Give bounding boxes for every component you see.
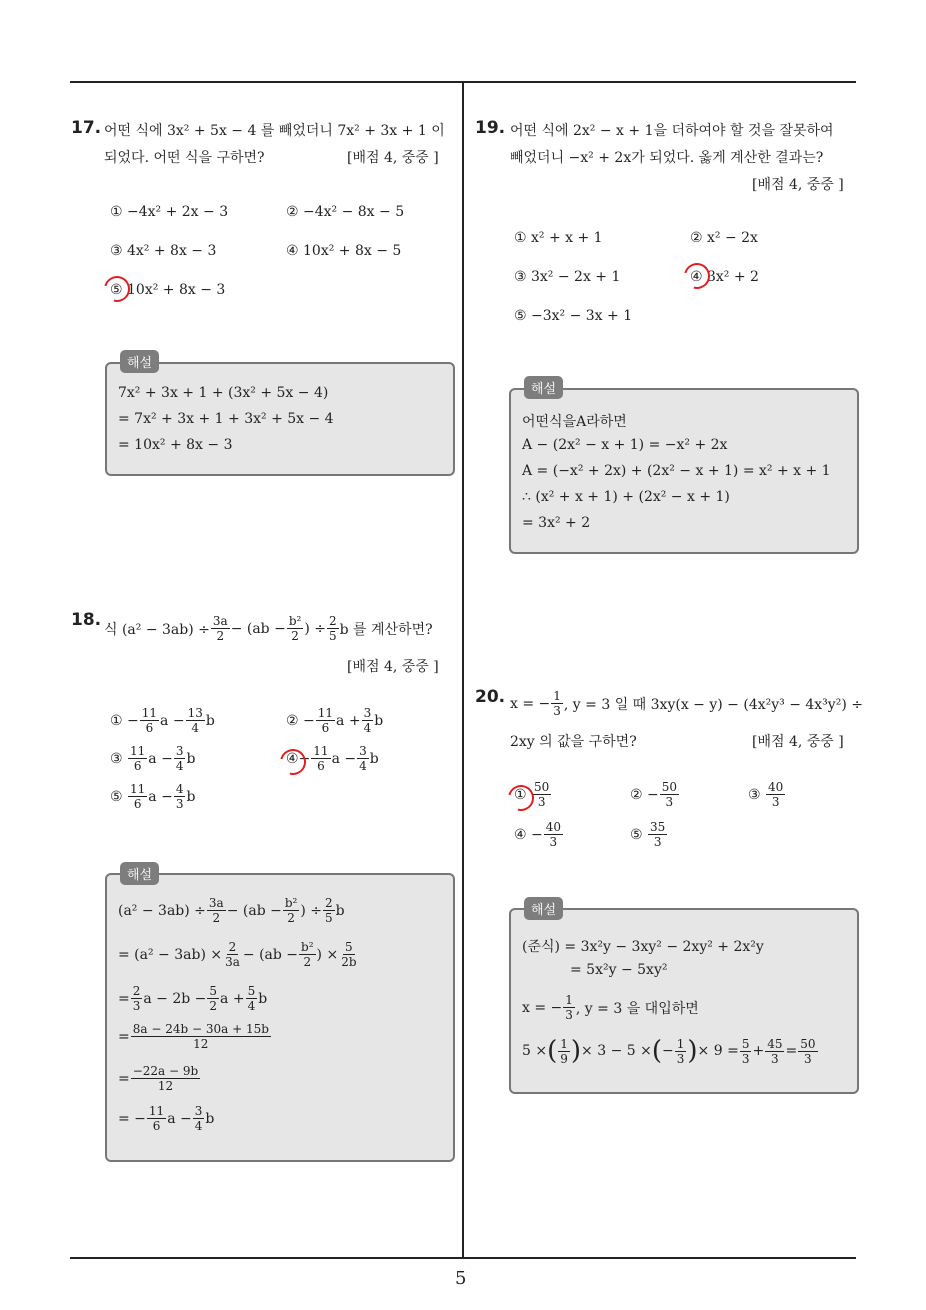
q20-sol-line1: (준식) = 3x²y − 3xy² − 2xy² + 2x²y [522, 939, 764, 955]
q19-sol-line3: A = (−x² + 2x) + (2x² − x + 1) = x² + x + 1 [522, 463, 831, 479]
q17-choice-1[interactable]: ① −4x² + 2x − 3 [110, 204, 229, 220]
q20-choice-3[interactable]: ③ $\frac{40}{3}$ [748, 780, 784, 809]
q17-sol-line1: 7x² + 3x + 1 + (3x² + 5x − 4) [118, 385, 329, 401]
fraction: $\frac{\text{b²}}{2}$ [288, 614, 302, 643]
q18-choice-2[interactable]: ② − $\frac{11}{6}$ a + $\frac{3}{4}$ b [286, 706, 384, 735]
q17-sol-line2: = 7x² + 3x + 1 + 3x² + 5x − 4 [118, 411, 334, 427]
q17-text-line2: 되었다. 어떤 식을 구하면? [104, 150, 265, 166]
q19-sol-line2: A − (2x² − x + 1) = −x² + 2x [522, 437, 728, 453]
q20-sol-line4: 5 × ( $\frac{1}{9}$ ) × 3 − 5 × ( − $\frac{1}{3}$ ) × 9 = $\frac{5}{3}$ + $\frac{45}{3}$ = $\frac{50}{3}$ [522, 1036, 816, 1066]
q17-sol-line3: = 10x² + 8x − 3 [118, 437, 233, 453]
q20-choice-4[interactable]: ④ − $\frac{40}{3}$ [514, 820, 562, 849]
q18-sol-line1: (a² − 3ab) ÷ $\frac{3a}{2}$ − (ab − $\frac{\text{b²}}{2}$ ) ÷ $\frac{2}{5}$ b [118, 896, 345, 925]
q19-tag: [배점 4, 중중 ] [752, 177, 844, 193]
q17-number: 17. [71, 118, 102, 138]
q17-choice-4[interactable]: ④ 10x² + 8x − 5 [286, 243, 402, 259]
q18-sol-line4: = $\frac{8a - 24b - 30a + 15b}{12}$ [118, 1022, 269, 1051]
q19-number: 19. [475, 118, 506, 138]
q20-sol-line3: x = − $\frac{1}{3}$ , y = 3 을 대입하면 [522, 993, 699, 1022]
q20-text-line2: 2xy 의 값을 구하면? [510, 734, 637, 750]
q17-choice-5[interactable]: ⑤ 10x² + 8x − 3 [110, 282, 226, 298]
q17-solution-label: 해설 [120, 350, 159, 373]
q20-text-post: , y = 3 일 때 3xy(x − y) − (4x²y³ − 4x³y²) ÷ [563, 696, 863, 713]
q20-choice-1[interactable]: ① $\frac{50}{3}$ [514, 780, 550, 809]
q18-text-pre: 식 (a² − 3ab) ÷ [104, 621, 210, 638]
q19-text-line2: 빼었더니 −x² + 2x가 되었다. 옳게 계산한 결과는? [510, 150, 824, 166]
q19-choice-4[interactable]: ④ 3x² + 2 [690, 269, 759, 285]
q18-tag: [배점 4, 중중 ] [347, 659, 439, 675]
q18-text-line1: 식 (a² − 3ab) ÷ $\frac{3a}{2}$ − (ab − $\frac{\text{b²}}{2}$ ) ÷ $\frac{2}{5}$ b 를 계산하면? [104, 614, 433, 643]
q20-number: 20. [475, 687, 506, 707]
q20-choice-2[interactable]: ② − $\frac{50}{3}$ [630, 780, 678, 809]
q18-choice-1[interactable]: ① − $\frac{11}{6}$ a − $\frac{13}{4}$ b [110, 706, 215, 735]
q20-choice-5[interactable]: ⑤ $\frac{35}{3}$ [630, 820, 666, 849]
fraction: $\frac{2}{5}$ [328, 614, 337, 643]
q18-number: 18. [71, 610, 102, 630]
answer-mark-icon [99, 271, 135, 307]
q18-solution-label: 해설 [120, 862, 159, 885]
q19-choice-3[interactable]: ③ 3x² − 2x + 1 [514, 269, 621, 285]
q18-choice-5[interactable]: ⑤ $\frac{11}{6}$ a − $\frac{4}{3}$ b [110, 782, 196, 811]
q19-sol-line1: 어떤식을A라하면 [522, 414, 627, 430]
q20-solution-label: 해설 [524, 897, 563, 920]
q18-sol-line5: = $\frac{-22a - 9b}{12}$ [118, 1064, 199, 1093]
q17-tag: [배점 4, 중중 ] [347, 150, 439, 166]
q18-text-post: b 를 계산하면? [339, 621, 433, 638]
q18-sol-line2: = (a² − 3ab) × $\frac{2}{3a}$ − (ab − $\frac{\text{b²}}{2}$ ) × $\frac{5}{2b}$ [118, 940, 357, 969]
q18-choice-3[interactable]: ③ $\frac{11}{6}$ a − $\frac{3}{4}$ b [110, 744, 196, 773]
bottom-rule [70, 1257, 856, 1259]
q19-choice-2[interactable]: ② x² − 2x [690, 230, 758, 246]
q19-choice-5[interactable]: ⑤ −3x² − 3x + 1 [514, 308, 633, 324]
answer-mark-icon [679, 258, 715, 294]
q19-sol-line5: = 3x² + 2 [522, 515, 591, 531]
q17-choice-2[interactable]: ② −4x² − 8x − 5 [286, 204, 405, 220]
q18-text-mid: − (ab − [230, 620, 286, 637]
q18-sol-line3: = $\frac{2}{3}$ a − 2b − $\frac{5}{2}$ a + $\frac{5}{4}$ b [118, 984, 268, 1013]
q18-sol-line6: = − $\frac{11}{6}$ a − $\frac{3}{4}$ b [118, 1104, 215, 1133]
q19-choice-1[interactable]: ① x² + x + 1 [514, 230, 603, 246]
q17-text-line1: 어떤 식에 3x² + 5x − 4 를 빼었더니 7x² + 3x + 1 이 [104, 123, 445, 139]
q19-sol-line4: ∴ (x² + x + 1) + (2x² − x + 1) [522, 489, 730, 505]
column-divider [462, 82, 464, 1259]
q20-tag: [배점 4, 중중 ] [752, 734, 844, 750]
q20-sol-line2: = 5x²y − 5xy² [570, 962, 668, 978]
q19-text-line1: 어떤 식에 2x² − x + 1을 더하여야 할 것을 잘못하여 [510, 123, 834, 139]
q18-choice-4[interactable]: ④ − $\frac{11}{6}$ a − $\frac{3}{4}$ b [286, 744, 379, 773]
fraction: $\frac{3a}{2}$ [212, 614, 228, 643]
page-number: 5 [455, 1268, 467, 1289]
q19-solution-label: 해설 [524, 376, 563, 399]
q17-choice-3[interactable]: ③ 4x² + 8x − 3 [110, 243, 217, 259]
q20-text-line1: x = − $\frac{1}{3}$ , y = 3 일 때 3xy(x − y) − (4x²y³ − 4x³y²) ÷ [510, 689, 863, 718]
